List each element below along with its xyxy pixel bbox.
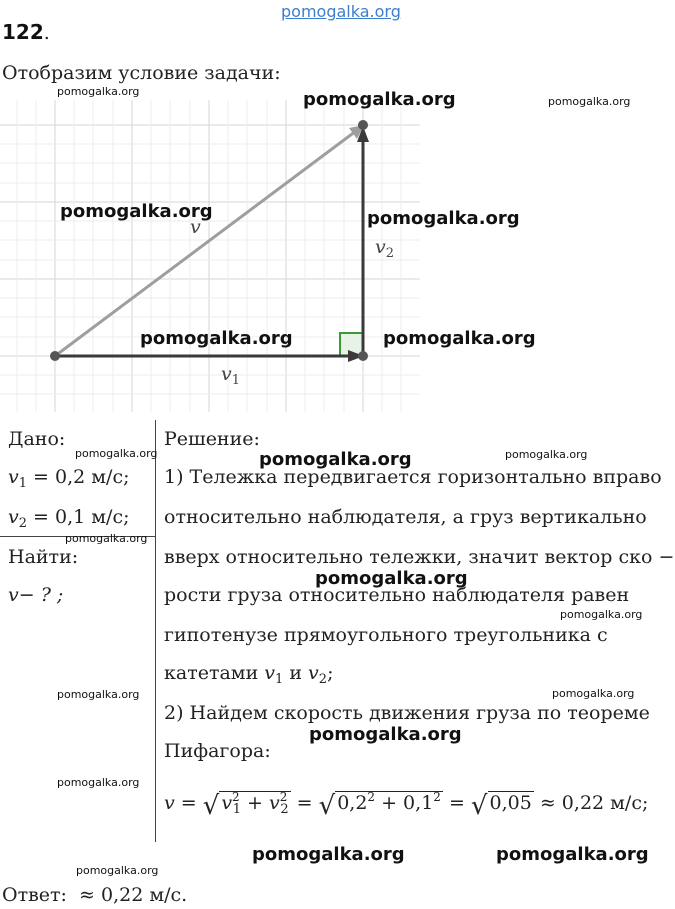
sqrt-1 xyxy=(203,790,291,821)
sqrt-sign-1: √ xyxy=(202,791,220,821)
diagram-label-v2-letter: v xyxy=(375,236,386,258)
formula-v1-sup: 2 xyxy=(232,790,240,804)
watermark: pomogalka.org xyxy=(65,532,148,545)
watermark: pomogalka.org xyxy=(57,776,140,789)
watermark: pomogalka.org xyxy=(60,201,213,222)
solution-line-8: Пифагора: xyxy=(164,740,271,762)
grid xyxy=(0,100,420,412)
given-v2-sub: 2 xyxy=(18,516,28,531)
answer-value: ≈ 0,22 м/с. xyxy=(79,884,188,906)
diagram-label-v2 xyxy=(375,236,394,261)
watermark: pomogalka.org xyxy=(252,844,405,865)
formula-v2-sub: 2 xyxy=(280,802,289,817)
line6-post: ; xyxy=(327,662,334,684)
line6-mid: и xyxy=(283,662,309,684)
watermark: pomogalka.org xyxy=(57,85,140,98)
watermark: pomogalka.org xyxy=(309,724,462,745)
watermark: pomogalka.org xyxy=(303,89,456,110)
watermark: pomogalka.org xyxy=(315,568,468,589)
sqrt-sign-3: √ xyxy=(470,791,488,821)
diagram-label-v1-sub: 1 xyxy=(231,373,241,388)
diagram-label-v2-sub: 2 xyxy=(385,246,395,261)
given-v1-value: = 0,2 м/с; xyxy=(27,466,130,488)
formula-root2-sup1: 2 xyxy=(367,790,376,804)
formula-lhs: v = xyxy=(164,792,203,814)
watermark: pomogalka.org xyxy=(560,608,643,621)
vector-v-hypotenuse xyxy=(55,131,356,356)
line6-a: v xyxy=(264,662,276,684)
solution-line-4: рости груза относительно наблюдателя равен xyxy=(164,584,630,606)
sqrt-2 xyxy=(319,790,443,821)
line6-b: v xyxy=(308,662,319,684)
watermark: pomogalka.org xyxy=(367,208,520,229)
find-value: v− ? ; xyxy=(8,584,64,606)
sqrt-body-1 xyxy=(219,790,290,817)
formula-root3: 0,05 xyxy=(489,792,532,814)
given-v1-var: v xyxy=(8,466,19,488)
formula-v2: v xyxy=(268,792,280,814)
task-number-dot: . xyxy=(43,22,50,44)
solution-title: Решение: xyxy=(164,428,260,450)
formula-v2-sup: 2 xyxy=(279,790,288,804)
given-v2-value: = 0,1 м/с; xyxy=(27,506,130,528)
solution-line-2: относительно наблюдателя, а груз вертикально xyxy=(164,506,647,528)
formula xyxy=(164,790,648,821)
formula-root2-a: 0,2 xyxy=(337,792,368,814)
sqrt-body-2 xyxy=(335,791,443,814)
task-number xyxy=(2,20,50,44)
diagram-label-v1-letter: v xyxy=(221,363,232,385)
answer xyxy=(2,884,187,906)
diagram-label-v1 xyxy=(221,363,240,388)
watermark: pomogalka.org xyxy=(548,95,631,108)
formula-eq2: = xyxy=(442,792,471,814)
formula-root2-sup2: 2 xyxy=(433,790,441,804)
formula-eq: = xyxy=(290,792,319,814)
answer-label: Ответ: xyxy=(2,884,67,906)
sqrt-sign-2: √ xyxy=(318,791,336,821)
formula-plus: + xyxy=(240,792,269,814)
intro-text: Отобразим условие задачи: xyxy=(2,62,281,84)
watermark: pomogalka.org xyxy=(76,864,159,877)
formula-root2-b: + 0,1 xyxy=(375,792,434,814)
formula-v1-sub: 1 xyxy=(232,802,241,817)
vector-diagram xyxy=(0,100,420,412)
given-item-v2 xyxy=(8,506,130,531)
watermark: pomogalka.org xyxy=(383,328,536,349)
point-top xyxy=(358,120,368,130)
watermark: pomogalka.org xyxy=(140,328,293,349)
watermark: pomogalka.org xyxy=(505,448,588,461)
task-number-value: 122 xyxy=(2,20,44,44)
sqrt-3 xyxy=(471,791,534,821)
find-title: Найти: xyxy=(8,546,79,568)
point-origin xyxy=(50,351,60,361)
watermark: pomogalka.org xyxy=(57,688,140,701)
given-title: Дано: xyxy=(8,428,66,450)
line6-a-sub: 1 xyxy=(275,672,284,687)
solution-line-5: гипотенузе прямоугольного треугольника с xyxy=(164,624,608,646)
solution-line-3: вверх относительно тележки, значит вектор ско − xyxy=(164,546,675,568)
given-v1-sub: 1 xyxy=(18,476,28,491)
diagram-label-v: v xyxy=(190,216,201,238)
solution-line-7: 2) Найдем скорость движения груза по теореме xyxy=(164,702,650,724)
site-link[interactable]: pomogalka.org xyxy=(281,2,401,21)
solution-line-1: 1) Тележка передвигается горизонтально вправо xyxy=(164,466,662,488)
watermark: pomogalka.org xyxy=(552,687,635,700)
line6-pre: катетами xyxy=(164,662,265,684)
watermark: pomogalka.org xyxy=(259,449,412,470)
line6-b-sub: 2 xyxy=(318,672,328,687)
watermark: pomogalka.org xyxy=(75,447,158,460)
formula-approx: ≈ 0,22 м/с; xyxy=(533,792,649,814)
solution-line-6 xyxy=(164,662,333,687)
given-item-v1 xyxy=(8,466,130,491)
column-divider xyxy=(155,420,156,842)
watermark: pomogalka.org xyxy=(496,844,649,865)
formula-v1: v xyxy=(221,792,233,814)
point-corner xyxy=(358,351,368,361)
given-v2-var: v xyxy=(8,506,19,528)
